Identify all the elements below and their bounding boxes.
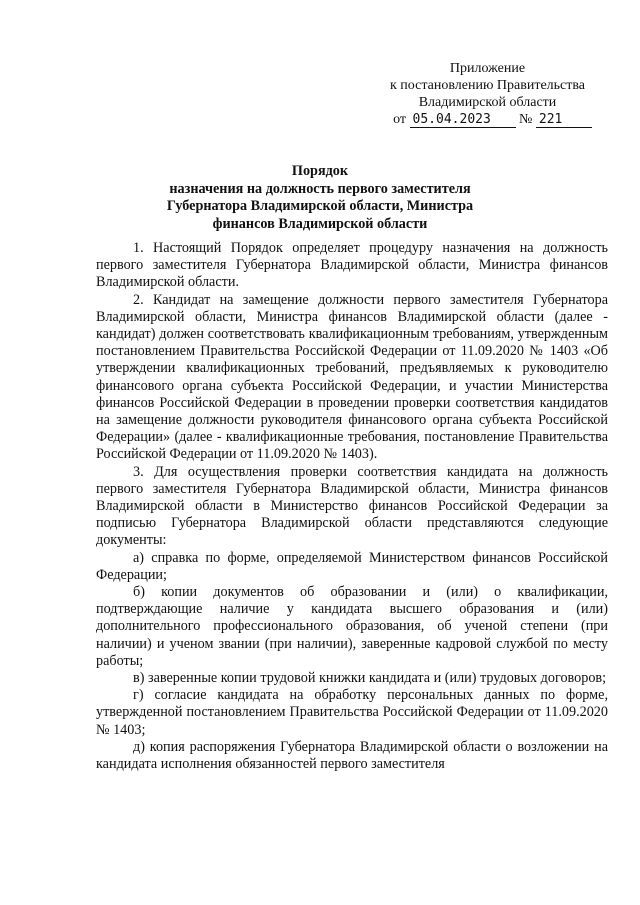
document-body [96,240,608,773]
list-item-d: д) копия распоряжения Губернатора Владимирской области о возложении на кандидата исполнения обязанностей первого заместителя [96,738,608,773]
list-item-g: г) согласие кандидата на обработку персональных данных по форме, утвержденной постановлением Правительства Российской Федерации от 11.09.2020 № 1403; [96,687,608,738]
title-line-1: Порядок [291,163,349,179]
title-line-4: финансов Владимирской области [212,215,428,232]
list-item-b: б) копии документов об образовании и (или) о квалификации, подтверждающие наличие у кандидата высшего образования и (или) дополнительного профессионального образования, об ученой степени (при наличии) и ученом звании (при наличии), заверенные кадровой службой по месту работы; [96,584,608,669]
date-prefix: от [393,112,407,127]
appendix-label: Приложение [449,61,526,76]
title-line-2: назначения на должность первого заместителя [169,180,471,197]
number-prefix: № [519,112,533,127]
resolution-date: 05.04.2023 [410,113,516,128]
appendix-resolution-ref: к постановлению Правительства [389,78,586,93]
appendix-region: Владимирской области [418,95,557,110]
appendix-header [360,60,615,128]
paragraph-2: 2. Кандидат на замещение должности первого заместителя Губернатора Владимирской области, Министра финансов Владимирской области (далее - кандидат) должен соответствовать квалификационным требованиям, утвержденным постановлением Правительства Российской Федерации от 11.09.2020 № 1403 «Об утверждении квалификационных требований, предъявляемых к руководителю финансового органа субъекта Российской Федерации, и участии Министерства финансов Российской Федерации в проведении проверки соответствия кандидатов на замещение должности руководителя финансового органа субъекта Российской Федерации» (далее - квалификационные требования, постановление Правительства Российской Федерации от 11.09.2020 № 1403). [96,291,608,463]
list-item-a: а) справка по форме, определяемой Министерством финансов Российской Федерации; [96,549,608,583]
title-line-3: Губернатора Владимирской области, Министра [166,198,474,214]
appendix-date-number-row [370,111,615,128]
paragraph-3: 3. Для осуществления проверки соответствия кандидата на должность первого заместителя Губернатора Владимирской области, Министра финансов Владимирской области в Министерство финансов Российской Федерации за подписью Губернатора Владимирской области представляются следующие документы: [96,463,608,549]
resolution-number: 221 [536,113,592,128]
paragraph-1: 1. Настоящий Порядок определяет процедуру назначения на должность первого заместителя Губернатора Владимирской области, Министра финансов Владимирской области. [96,240,608,291]
list-item-v: в) заверенные копии трудовой книжки кандидата и (или) трудовых договоров; [133,670,607,687]
document-title [90,163,550,233]
